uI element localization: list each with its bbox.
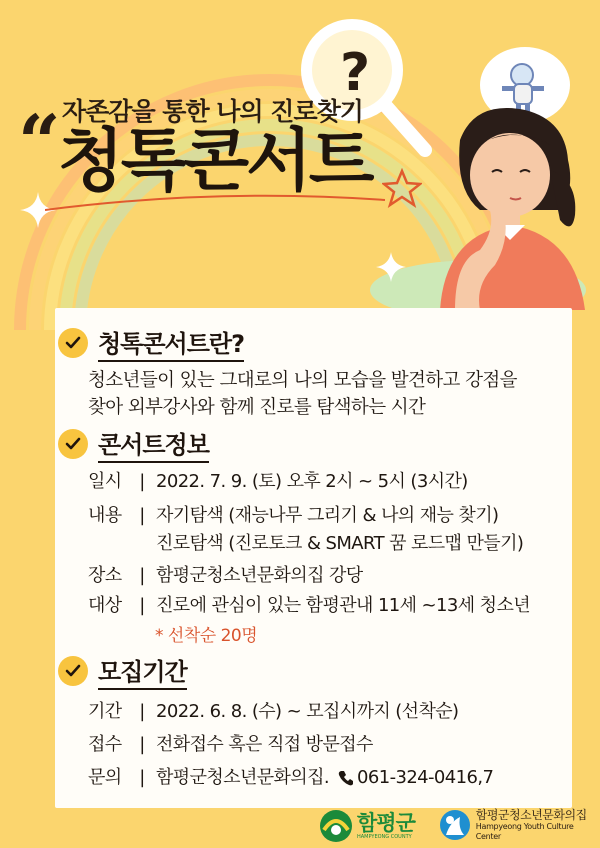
recruit-row-period xyxy=(88,700,458,724)
section-header-info xyxy=(58,425,209,463)
recruit-row-contact xyxy=(88,766,493,790)
section-title-info: 콘서트정보 xyxy=(98,425,209,463)
capacity-note: * 선착순 20명 xyxy=(155,626,258,646)
about-text xyxy=(88,367,517,421)
period-value: 2022. 6. 8. (수) ~ 모집시까지 (선착순) xyxy=(156,701,459,722)
section-title-about: 청톡콘서트란? xyxy=(98,324,244,362)
date-value: 2022. 7. 9. (토) 오후 2시 ~ 5시 (3시간) xyxy=(156,471,468,492)
info-row-target xyxy=(88,594,530,618)
youth-center-name: 함평군청소년문화의집 xyxy=(475,808,587,822)
phone-number[interactable]: 061-324-0416,7 xyxy=(357,767,494,788)
youth-center-emblem-icon xyxy=(438,808,472,842)
subtitle: 자존감을 통한 나의 진로찾기 xyxy=(62,97,363,126)
page-title: 청톡콘서트 xyxy=(58,122,372,201)
phone-icon xyxy=(337,766,355,790)
quote-mark: “ xyxy=(18,100,61,186)
period-label: 기간 xyxy=(88,701,122,722)
content-value-1: 자기탐색 (재능나무 그리기 & 나의 재능 찾기) xyxy=(156,505,499,526)
target-value: 진로에 관심이 있는 함평관내 11세 ~13세 청소년 xyxy=(156,595,531,616)
check-icon xyxy=(58,328,88,358)
content-label: 내용 xyxy=(88,505,122,526)
about-line-2: 찾아 외부강사와 함께 진로를 탐색하는 시간 xyxy=(88,397,426,418)
county-emblem-icon xyxy=(318,808,354,844)
about-line-1: 청소년들이 있는 그대로의 나의 모습을 발견하고 강점을 xyxy=(88,370,517,391)
youth-center-logo xyxy=(438,808,600,842)
separator: | xyxy=(139,471,145,492)
question-mark: ? xyxy=(340,43,371,103)
check-icon xyxy=(58,656,88,686)
girl-illustration xyxy=(400,100,600,310)
info-row-date xyxy=(88,470,468,494)
county-logo-name: 함평군 xyxy=(357,811,415,835)
recruit-row-apply xyxy=(88,733,373,757)
section-header-about xyxy=(58,324,244,362)
place-label: 장소 xyxy=(88,565,122,586)
contact-value: 함평군청소년문화의집. xyxy=(156,767,330,788)
apply-value: 전화접수 혹은 직접 방문접수 xyxy=(156,734,373,755)
apply-label: 접수 xyxy=(88,734,122,755)
date-label: 일시 xyxy=(88,471,122,492)
separator: | xyxy=(139,767,145,788)
content-value-2: 진로탐색 (진로토크 & SMART 꿈 로드맵 만들기) xyxy=(156,533,524,554)
contact-label: 문의 xyxy=(88,767,122,788)
county-logo xyxy=(318,808,415,844)
separator: | xyxy=(139,734,145,755)
separator: | xyxy=(139,505,145,526)
separator: | xyxy=(139,595,145,616)
info-row-content-2 xyxy=(156,532,523,556)
target-label: 대상 xyxy=(88,595,122,616)
youth-center-eng: Hampyeong Youth Culture Center xyxy=(475,822,574,841)
info-row-place xyxy=(88,564,363,588)
section-title-recruit: 모집기간 xyxy=(98,652,187,690)
county-logo-eng: HAMPYEONG COUNTY xyxy=(357,834,412,840)
section-header-recruit xyxy=(58,652,187,690)
place-value: 함평군청소년문화의집 강당 xyxy=(156,565,363,586)
check-icon xyxy=(58,429,88,459)
separator: | xyxy=(139,565,145,586)
info-row-content xyxy=(88,504,498,528)
separator: | xyxy=(139,701,145,722)
